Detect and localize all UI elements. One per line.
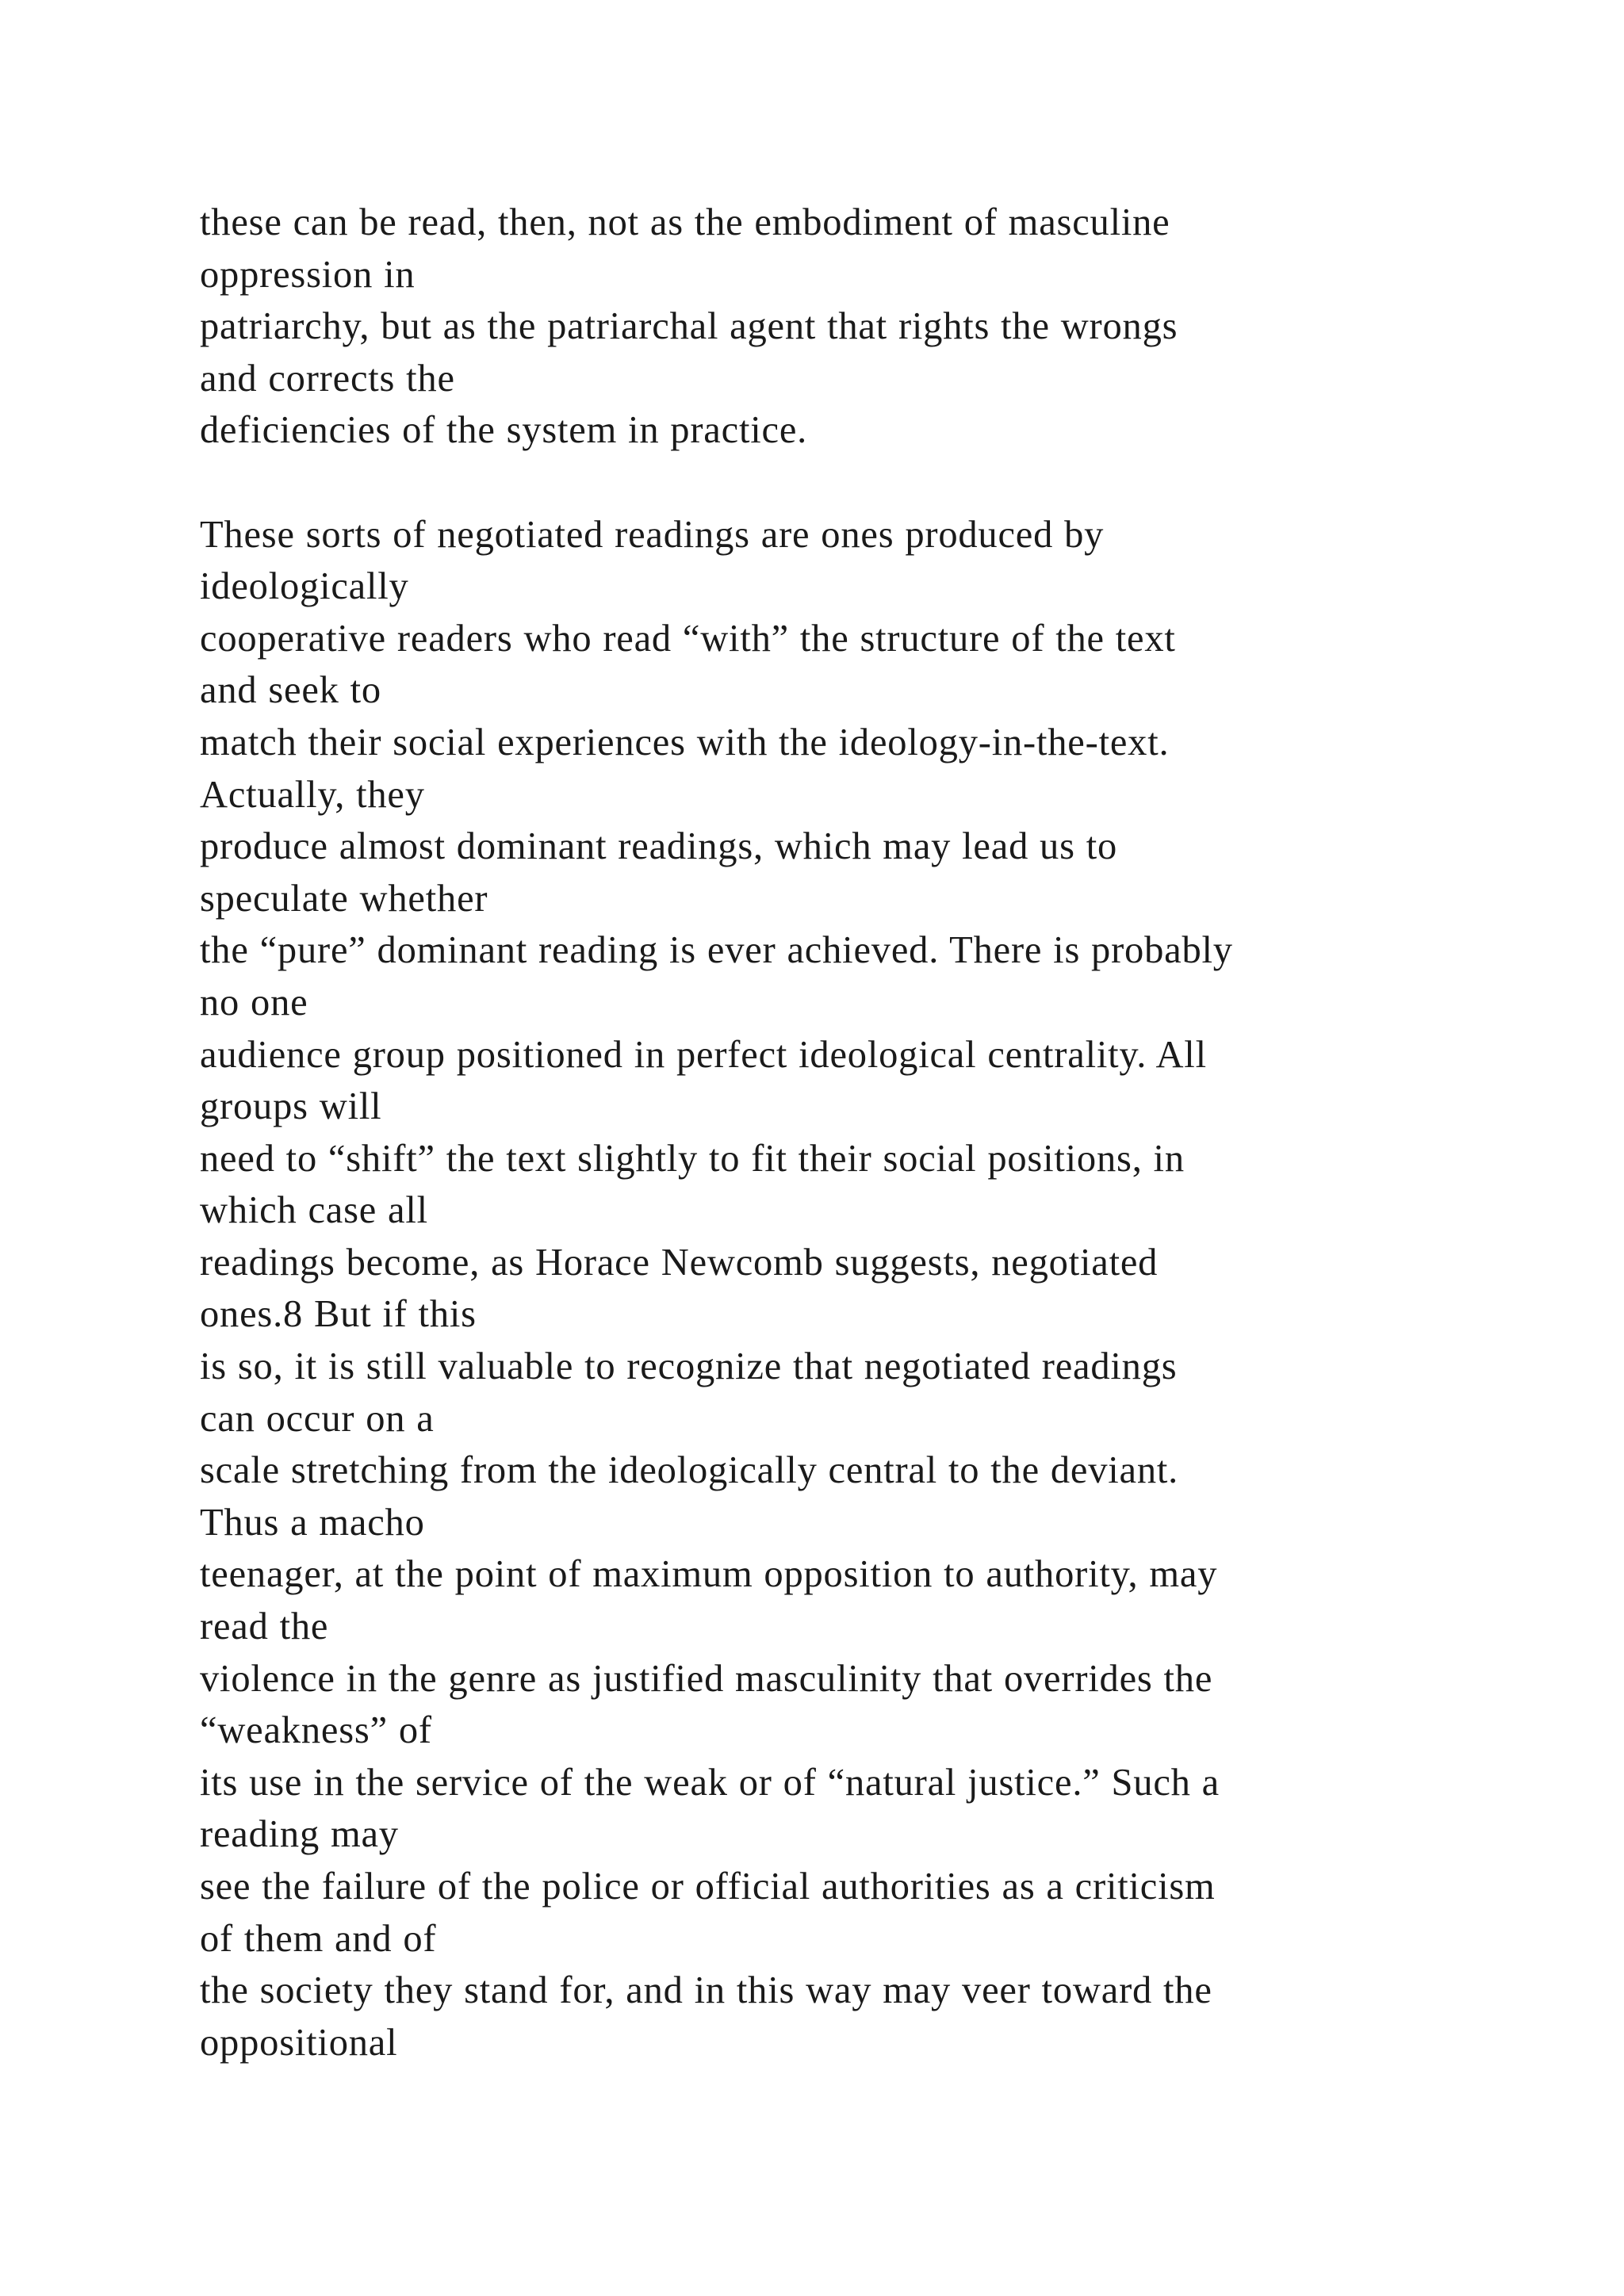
text-line: ideologically [200,565,409,608]
text-line: need to “shift” the text slightly to fit their social positions, in [200,1137,1185,1180]
text-line: deficiencies of the system in practice. [200,409,808,452]
text-line: reading may [200,1813,399,1856]
text-line: and seek to [200,669,381,712]
paragraph-2 [200,509,1532,2069]
text-line: its use in the service of the weak or of “natural justice.” Such a [200,1761,1220,1804]
text-line: is so, it is still valuable to recognize that negotiated readings [200,1345,1178,1388]
text-line: Actually, they [200,773,425,816]
paragraph-1 [200,197,1532,457]
text-line: can occur on a [200,1397,435,1440]
text-line: see the failure of the police or official authorities as a criticism [200,1866,1216,1908]
text-line: oppositional [200,2021,398,2064]
text-line: Thus a macho [200,1501,425,1544]
text-line: read the [200,1605,329,1648]
text-line: ones.8 But if this [200,1293,477,1336]
text-line: which case all [200,1189,428,1232]
text-line: “weakness” of [200,1709,432,1752]
text-line: the “pure” dominant reading is ever achieved. There is probably [200,929,1233,972]
text-line: oppression in [200,253,416,296]
text-line: and corrects the [200,357,455,400]
text-line: speculate whether [200,877,488,920]
paragraph-break [200,457,1532,509]
text-line: no one [200,981,308,1024]
text-line: produce almost dominant readings, which may lead us to [200,825,1118,868]
text-line: audience group positioned in perfect ideological centrality. All [200,1033,1207,1076]
body-text [200,197,1532,2068]
text-line: These sorts of negotiated readings are ones produced by [200,513,1105,556]
text-line: teenager, at the point of maximum opposition to authority, may [200,1553,1218,1596]
text-line: cooperative readers who read “with” the structure of the text [200,617,1176,660]
text-line: violence in the genre as justified masculinity that overrides the [200,1657,1213,1700]
text-line: patriarchy, but as the patriarchal agent that rights the wrongs [200,305,1178,348]
text-line: match their social experiences with the ideology-in-the-text. [200,721,1170,763]
text-line: of them and of [200,1917,437,1960]
text-line: groups will [200,1085,382,1128]
text-line: the society they stand for, and in this way may veer toward the [200,1969,1212,2012]
text-line: scale stretching from the ideologically central to the deviant. [200,1449,1179,1492]
text-line: these can be read, then, not as the embodiment of masculine [200,201,1170,243]
text-line: readings become, as Horace Newcomb suggests, negotiated [200,1241,1159,1284]
